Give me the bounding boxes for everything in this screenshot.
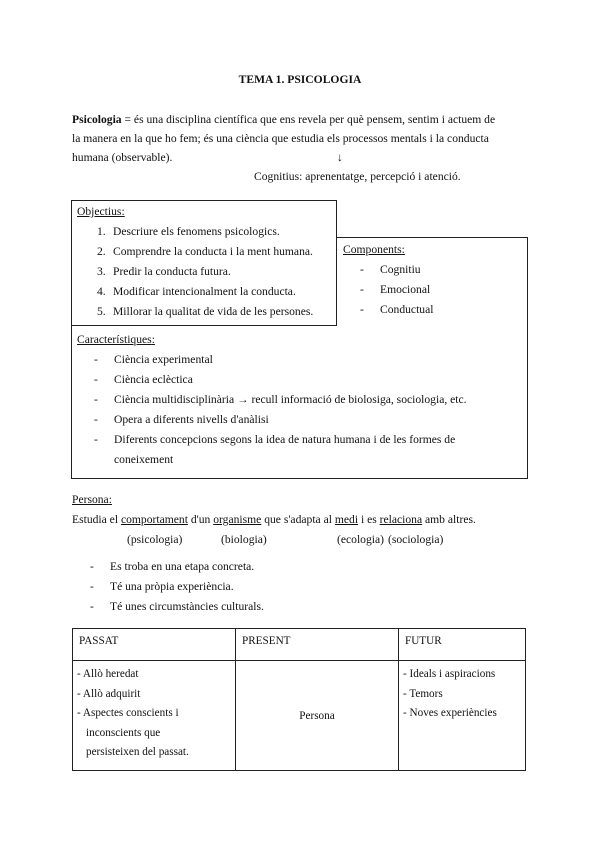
component-item: - Cognitiu — [360, 263, 421, 276]
page-title: TEMA 1. PSICOLOGIA — [238, 73, 362, 86]
objective-item: 1. Descriure els fenomens psicologics. — [97, 225, 280, 238]
table-header: PASSAT — [73, 629, 236, 661]
characteristic-item-continuation: coneixement — [114, 453, 174, 466]
table-row — [73, 661, 526, 771]
objective-item: 3. Predir la conducta futura. — [97, 265, 231, 278]
persona-definition: Estudia el comportament d'un organisme que s'adapta al medi i es relaciona amb altres. — [72, 513, 476, 526]
table-cell-present: Persona — [236, 661, 399, 771]
table-header: FUTUR — [399, 629, 526, 661]
timeline-table — [72, 628, 526, 771]
objective-item: 4. Modificar intencionalment la conducta. — [97, 285, 296, 298]
persona-label: (sociologia) — [388, 533, 444, 546]
characteristic-item: - Ciència multidisciplinària → recull informació de biolosiga, sociologia, etc. — [94, 393, 467, 406]
characteristic-item: - Opera a diferents nivells d'anàlisi — [94, 413, 269, 426]
objectives-heading: Objectius: — [77, 205, 125, 218]
objective-item: 2. Comprendre la conducta i la ment humana. — [97, 245, 313, 258]
persona-item: - Té una pròpia experiència. — [90, 580, 234, 593]
table-header-row — [73, 629, 526, 661]
definition-term: Psicologia — [72, 113, 122, 126]
persona-item: - Té unes circumstàncies culturals. — [90, 600, 264, 613]
persona-heading: Persona: — [72, 493, 112, 506]
component-item: - Conductual — [360, 303, 434, 316]
definition-line-3: humana (observable). — [72, 151, 173, 164]
component-item: - Emocional — [360, 283, 431, 296]
persona-label: (biologia) — [221, 533, 267, 546]
definition-line-2: la manera en la que ho fem; és una ciència que estudia els processos mentals i la conducta — [72, 132, 489, 145]
down-arrow-icon: ↓ — [337, 151, 343, 164]
persona-label: (psicologia) — [127, 533, 183, 546]
characteristic-item: - Diferents concepcions segons la idea de natura humana i de les formes de — [94, 433, 456, 446]
table-cell-futur: - Ideals i aspiracions - Temors - Noves experiències — [399, 661, 526, 771]
characteristic-item: - Ciència experimental — [94, 353, 213, 366]
characteristic-item: - Ciència eclèctica — [94, 373, 193, 386]
table-cell-passat: - Allò heredat - Allò adquirit - Aspectes conscients i inconscients que persisteixen del passat. — [73, 661, 236, 771]
characteristics-heading: Característiques: — [77, 333, 155, 346]
cognitius-note: Cognitius: aprenentatge, percepció i atenció. — [254, 170, 461, 183]
definition-line-1: Psicologia = és una disciplina científica que ens revela per què pensem, sentim i actuem de — [72, 113, 496, 126]
table-header: PRESENT — [236, 629, 399, 661]
objective-item: 5. Millorar la qualitat de vida de les persones. — [97, 305, 314, 318]
persona-item: - Es troba en una etapa concreta. — [90, 560, 255, 573]
components-heading: Components: — [343, 243, 405, 256]
persona-label: (ecologia) — [337, 533, 384, 546]
